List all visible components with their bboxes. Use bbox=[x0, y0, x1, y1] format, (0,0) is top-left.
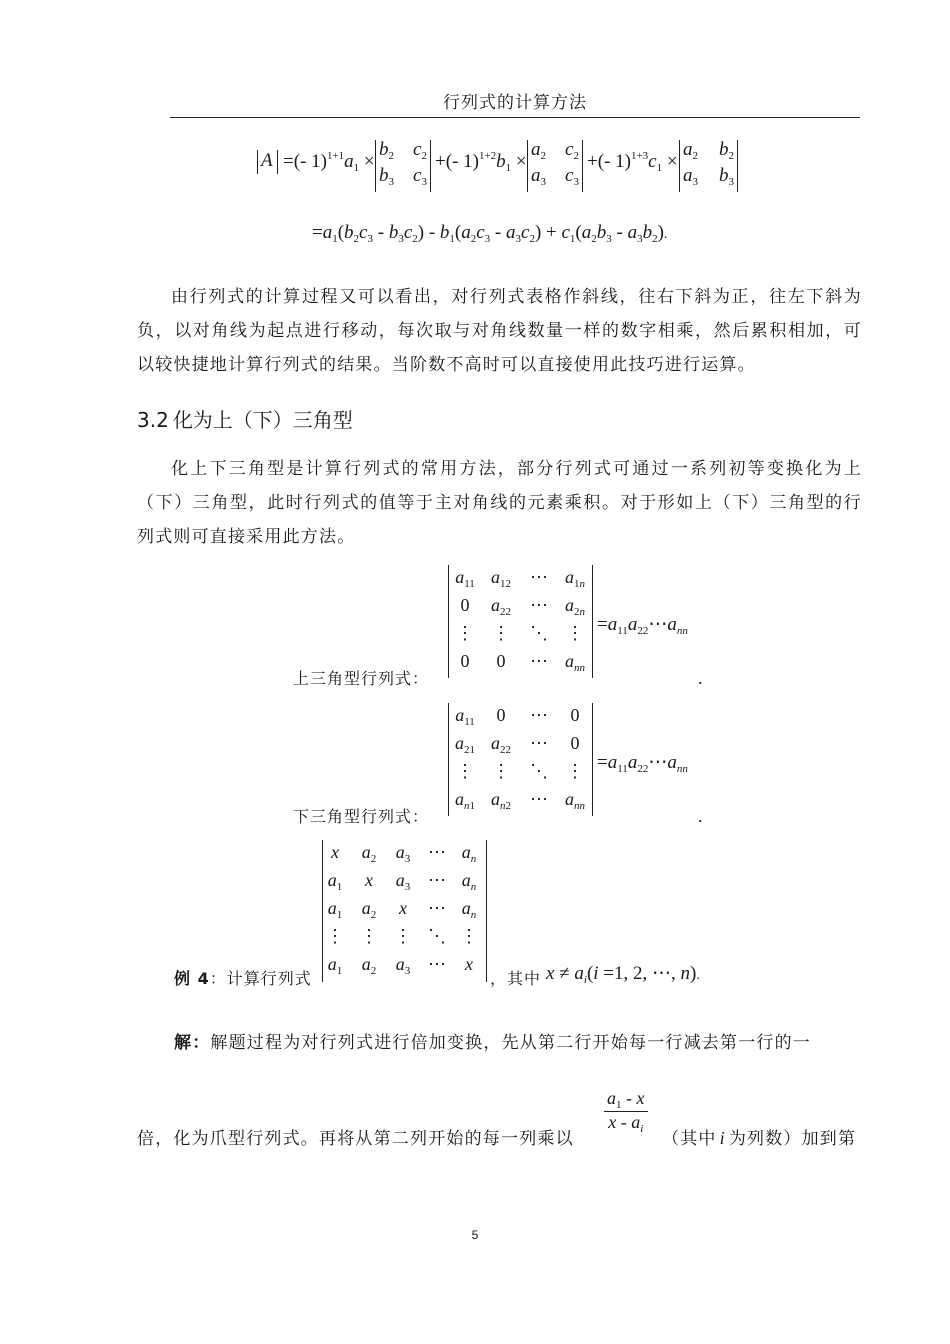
example-condition-prefix: ，其中 bbox=[490, 969, 542, 988]
solution-line-2: 倍，化为爪型行列式。再将从第二列开始的每一列乘以 bbox=[137, 1129, 574, 1149]
section-number: 3.2 bbox=[137, 408, 169, 432]
paragraph-triangular-method: 化上下三角型是计算行列式的常用方法，部分行列式可通过一系列初等变换化为上（下）三角型，此时行列式的值等于主对角线的元素乘积。对于形如上（下）三角型的行列式则可直接采用此方法。 bbox=[137, 459, 862, 547]
paragraph-diagonal-rule: 由行列式的计算过程又可以看出，对行列式表格作斜线，往右下斜为正，往左下斜为负，以对角线为起点进行移动，每次取与对角线数量一样的数字相乘，然后累积相加，可以较快捷地计算行列式的结果。当阶数不高时可以直接使用此技巧进行运算。 bbox=[137, 287, 862, 375]
example-text: 计算行列式 bbox=[226, 969, 312, 988]
page-number: 5 bbox=[471, 1228, 479, 1242]
multiplier-fraction: $\frac{a_1 - x}{x - a_i}$ bbox=[604, 1088, 648, 1135]
cofactor-expansion-formula: A =(- $1)^{1+1}a_1$ × $b_2$ $c_2$ $b_3$ $c_3$ +(- $1)^{1+2}b_1$ × $a_2$ $c_2$ $a_3$ $c_3$ +(- $1)^{1+3}c_1$ × $a_2$ $b_2$ $a_3$ $b_3$ bbox=[255, 140, 755, 196]
upper-triangular-determinant: $a_{11}$ $a_{12}$ ⋯ $a_{1n}$ 0 $a_{22}$ ⋯ $a_{2n}$ ⋮ ⋮ ⋱ ⋮ 0 0 ⋯ $a_{nn}$ $=a_{11}a_{22}\cdots a_{nn}$ bbox=[448, 565, 708, 685]
upper-triangular-label: 上三角型行列式： bbox=[293, 669, 430, 688]
expanded-result-formula: $=a_1(b_2c_3 - b_3c_2) - b_1(a_2c_3 - a_3c_2) + c_1(a_2b_3 - a_3b_2)$. bbox=[312, 222, 668, 245]
example-condition: $x \ne a_i(i =1$, 2, ⋯, n). bbox=[546, 963, 700, 986]
example-number: 例 4 bbox=[174, 969, 210, 988]
lower-period: . bbox=[698, 806, 703, 826]
example-determinant: x $a_2$ $a_3$ ⋯ $a_n$ $a_1$ x $a_3$ ⋯ $a_n$ $a_1$ $a_2$ x ⋯ $a_n$ ⋮ ⋮ ⋮ ⋱ ⋮ $a_1$ $a_2$ $a_3$ ⋯ x bbox=[322, 840, 492, 990]
lower-triangular-determinant: $a_{11}$ 0 ⋯ 0 $a_{21}$ $a_{22}$ ⋯ 0 ⋮ ⋮ ⋱ ⋮ $a_{n1}$ $a_{n2}$ ⋯ $a_{nn}$ $=a_{11}a_{22}\cdots a_{nn}$ bbox=[448, 703, 708, 823]
example-label-line: 例 4：计算行列式 bbox=[174, 969, 312, 988]
lower-triangular-label: 下三角型行列式： bbox=[293, 807, 430, 826]
section-heading bbox=[137, 404, 353, 433]
upper-period: . bbox=[698, 668, 703, 688]
solution-line-2-tail: （其中 i 为列数）加到第 bbox=[662, 1128, 857, 1149]
running-header: 行列式的计算方法 bbox=[170, 88, 860, 118]
solution-line-1: 解：解题过程为对行列式进行倍加变换，先从第二行开始每一行减去第一行的一 bbox=[174, 1033, 812, 1053]
section-title: 化为上（下）三角型 bbox=[172, 408, 353, 432]
solution-label: 解 bbox=[174, 1033, 193, 1053]
